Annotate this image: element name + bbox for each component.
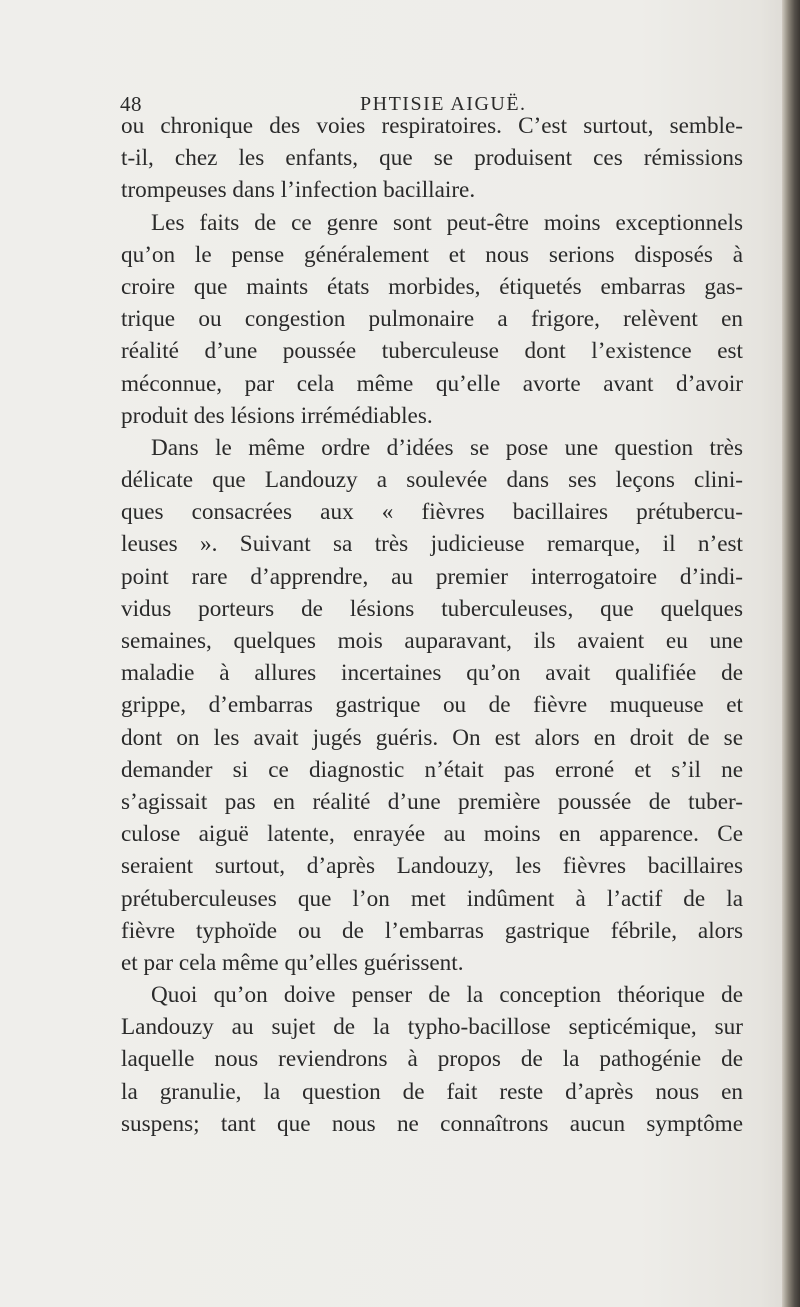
text-line: laquelle nous reviendrons à propos de la pathogénie de [121, 1046, 743, 1073]
text-line: la granulie, la question de fait reste d’après nous en [121, 1078, 743, 1105]
text-line: maladie à allures incertaines qu’on avait qualifiée de [121, 660, 743, 687]
text-line: ques consacrées aux « fièvres bacillaires prétubercu- [121, 499, 743, 526]
text-line: suspens; tant que nous ne connaîtrons aucun symptôme [121, 1110, 743, 1137]
text-line: semaines, quelques mois auparavant, ils avaient eu une [121, 628, 743, 654]
text-line: leuses ». Suivant sa très judicieuse remarque, il n’est [121, 531, 743, 558]
text-line: produit des lésions irrémédiables. [121, 402, 433, 429]
text-line: culose aiguë latente, enrayée au moins en apparence. Ce [121, 821, 743, 848]
text-line: demander si ce diagnostic n’était pas erroné et s’il ne [121, 756, 743, 783]
text-line: trique ou congestion pulmonaire a frigore, relèvent en [121, 306, 743, 333]
running-title: PHTISIE AIGUË. [360, 93, 527, 115]
body-text [121, 110, 743, 1140]
text-line: s’agissait pas en réalité d’une première poussée de tuber- [121, 788, 743, 815]
text-line: Quoi qu’on doive penser de la conception théorique de [151, 982, 743, 1009]
text-line: point rare d’apprendre, au premier interrogatoire d’indi- [121, 563, 743, 590]
text-line: Dans le même ordre d’idées se pose une question très [151, 434, 743, 461]
text-line: délicate que Landouzy a soulevée dans ses leçons clini- [121, 467, 743, 494]
text-line: grippe, d’embarras gastrique ou de fièvre muqueuse et [121, 692, 743, 719]
text-line: trompeuses dans l’infection bacillaire. [121, 177, 476, 204]
page-binding-edge [782, 0, 800, 1307]
text-line: méconnue, par cela même qu’elle avorte avant d’avoir [121, 370, 743, 397]
page-number: 48 [120, 92, 142, 116]
text-line: prétuberculeuses que l’on met indûment à l’actif de la [121, 885, 743, 912]
text-line: et par cela même qu’elles guérissent. [121, 949, 464, 976]
text-line: vidus porteurs de lésions tuberculeuses, que quelques [121, 595, 743, 622]
text-line: fièvre typhoïde ou de l’embarras gastrique fébrile, alors [121, 917, 743, 944]
text-line: t-il, chez les enfants, que se produisent ces rémissions [121, 145, 743, 172]
text-line: réalité d’une poussée tuberculeuse dont l’existence est [121, 338, 743, 365]
text-line: Les faits de ce genre sont peut-être moins exceptionnels [151, 209, 743, 236]
text-line: qu’on le pense généralement et nous serions disposés à [121, 241, 743, 268]
text-line: dont on les avait jugés guéris. On est alors en droit de se [121, 724, 743, 751]
text-line: Landouzy au sujet de la typho-bacillose septicémique, sur [121, 1014, 743, 1041]
text-line: ou chronique des voies respiratoires. C’est surtout, semble- [121, 113, 743, 139]
text-line: croire que maints états morbides, étiquetés embarras gas- [121, 273, 743, 300]
text-line: seraient surtout, d’après Landouzy, les fièvres bacillaires [121, 853, 743, 880]
